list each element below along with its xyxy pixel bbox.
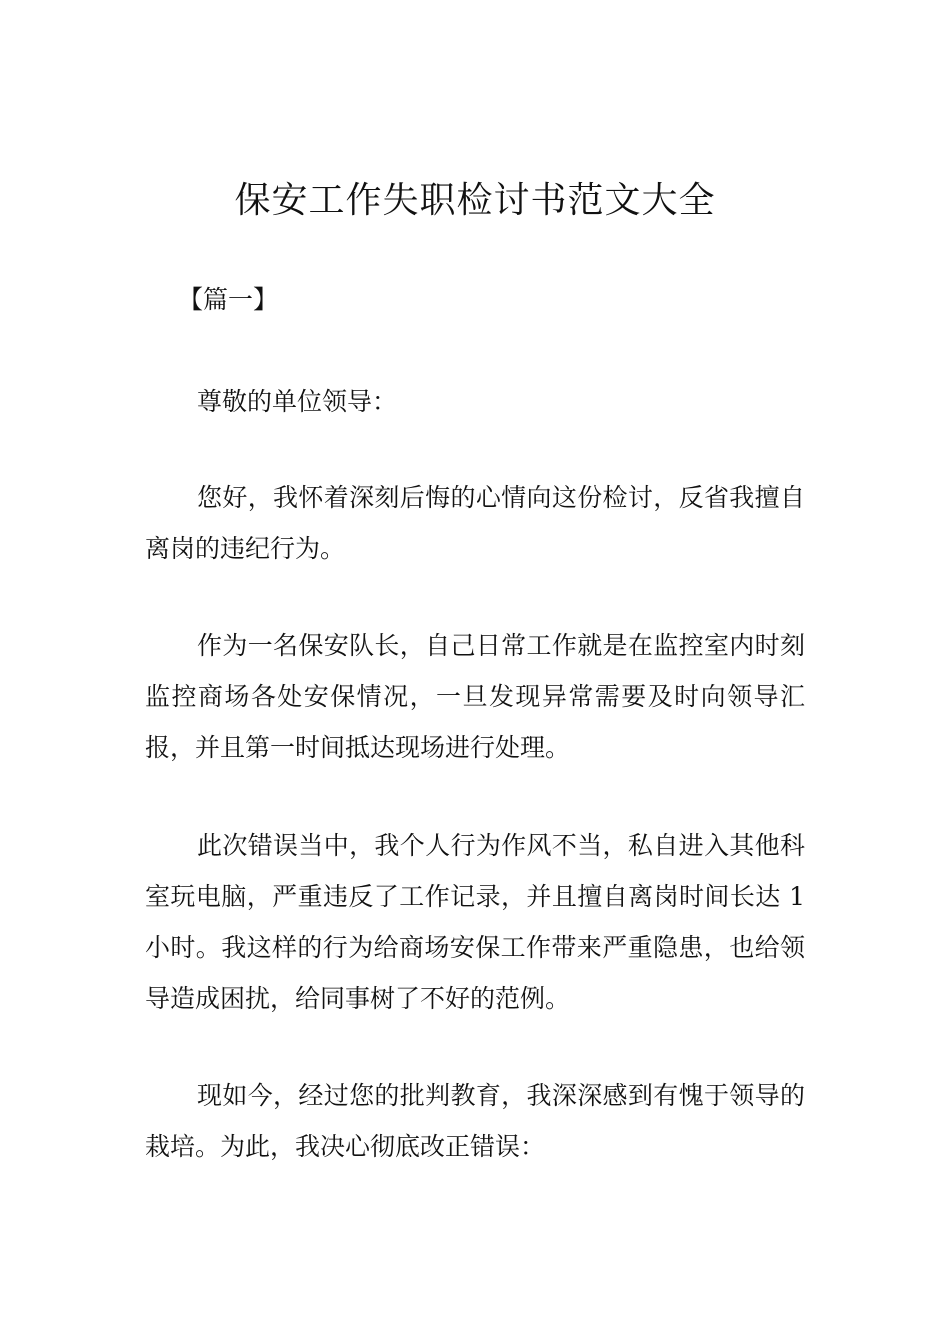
- salutation: 尊敬的单位领导：: [197, 387, 398, 416]
- paragraph: 您好，我怀着深刻后悔的心情向这份检讨，反省我擅自离岗的违纪行为。: [145, 483, 805, 563]
- paragraph: 此次错误当中，我个人行为作风不当，私自进入其他科室玩电脑，严重违反了工作记录，并且擅自离岗时间长达 1 小时。我这样的行为给商场安保工作带来严重隐患，也给领导造成困扰，给同事树了不好的范例。: [145, 831, 805, 1013]
- paragraph: 现如今，经过您的批判教育，我深深感到有愧于领导的栽培。为此，我决心彻底改正错误：: [145, 1081, 805, 1161]
- section-label: 【篇一】: [178, 285, 279, 314]
- paragraph: 作为一名保安队长，自己日常工作就是在监控室内时刻监控商场各处安保情况，一旦发现异常需要及时向领导汇报，并且第一时间抵达现场进行处理。: [145, 631, 805, 762]
- document-title: 保安工作失职检讨书范文大全: [234, 180, 716, 221]
